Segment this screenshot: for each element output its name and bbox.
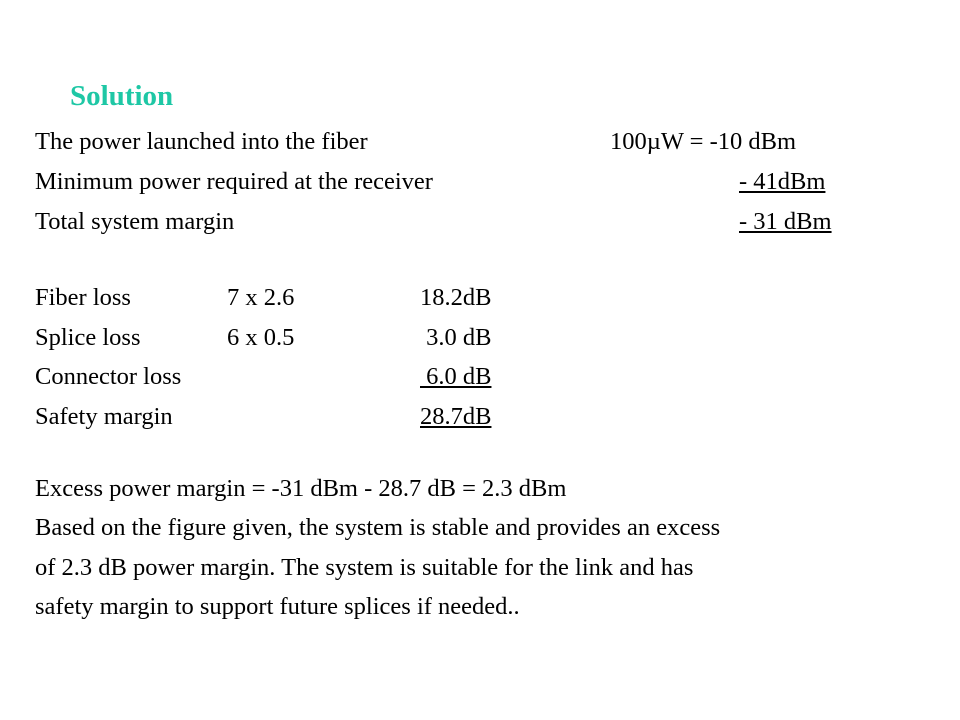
conclusion-line: Based on the figure given, the system is stable and provides an excess (35, 514, 721, 541)
total-margin-value: - 31 dBm (739, 208, 832, 235)
loss-label: Fiber loss (35, 284, 131, 311)
conclusion-line: safety margin to support future splices if needed.. (35, 593, 520, 620)
loss-label: Connector loss (35, 363, 182, 390)
min-power-value: - 41dBm (739, 168, 826, 195)
loss-value: 18.2dB (420, 284, 492, 311)
min-power-label: Minimum power required at the receiver (35, 168, 433, 195)
total-margin-label: Total system margin (35, 208, 235, 235)
loss-value: 28.7dB (420, 403, 492, 430)
excess-margin-line: Excess power margin = -31 dBm - 28.7 dB = 2.3 dBm (35, 475, 567, 502)
loss-label: Splice loss (35, 324, 141, 351)
launched-power-value: 100µW = -10 dBm (610, 128, 797, 155)
conclusion-line: of 2.3 dB power margin. The system is suitable for the link and has (35, 554, 694, 581)
loss-label: Safety margin (35, 403, 173, 430)
loss-value: 6.0 dB (420, 363, 492, 390)
launched-power-label: The power launched into the fiber (35, 128, 368, 155)
solution-title: Solution (70, 80, 174, 112)
loss-calc: 7 x 2.6 (227, 284, 295, 311)
loss-calc: 6 x 0.5 (227, 324, 295, 351)
loss-value: 3.0 dB (420, 324, 492, 351)
